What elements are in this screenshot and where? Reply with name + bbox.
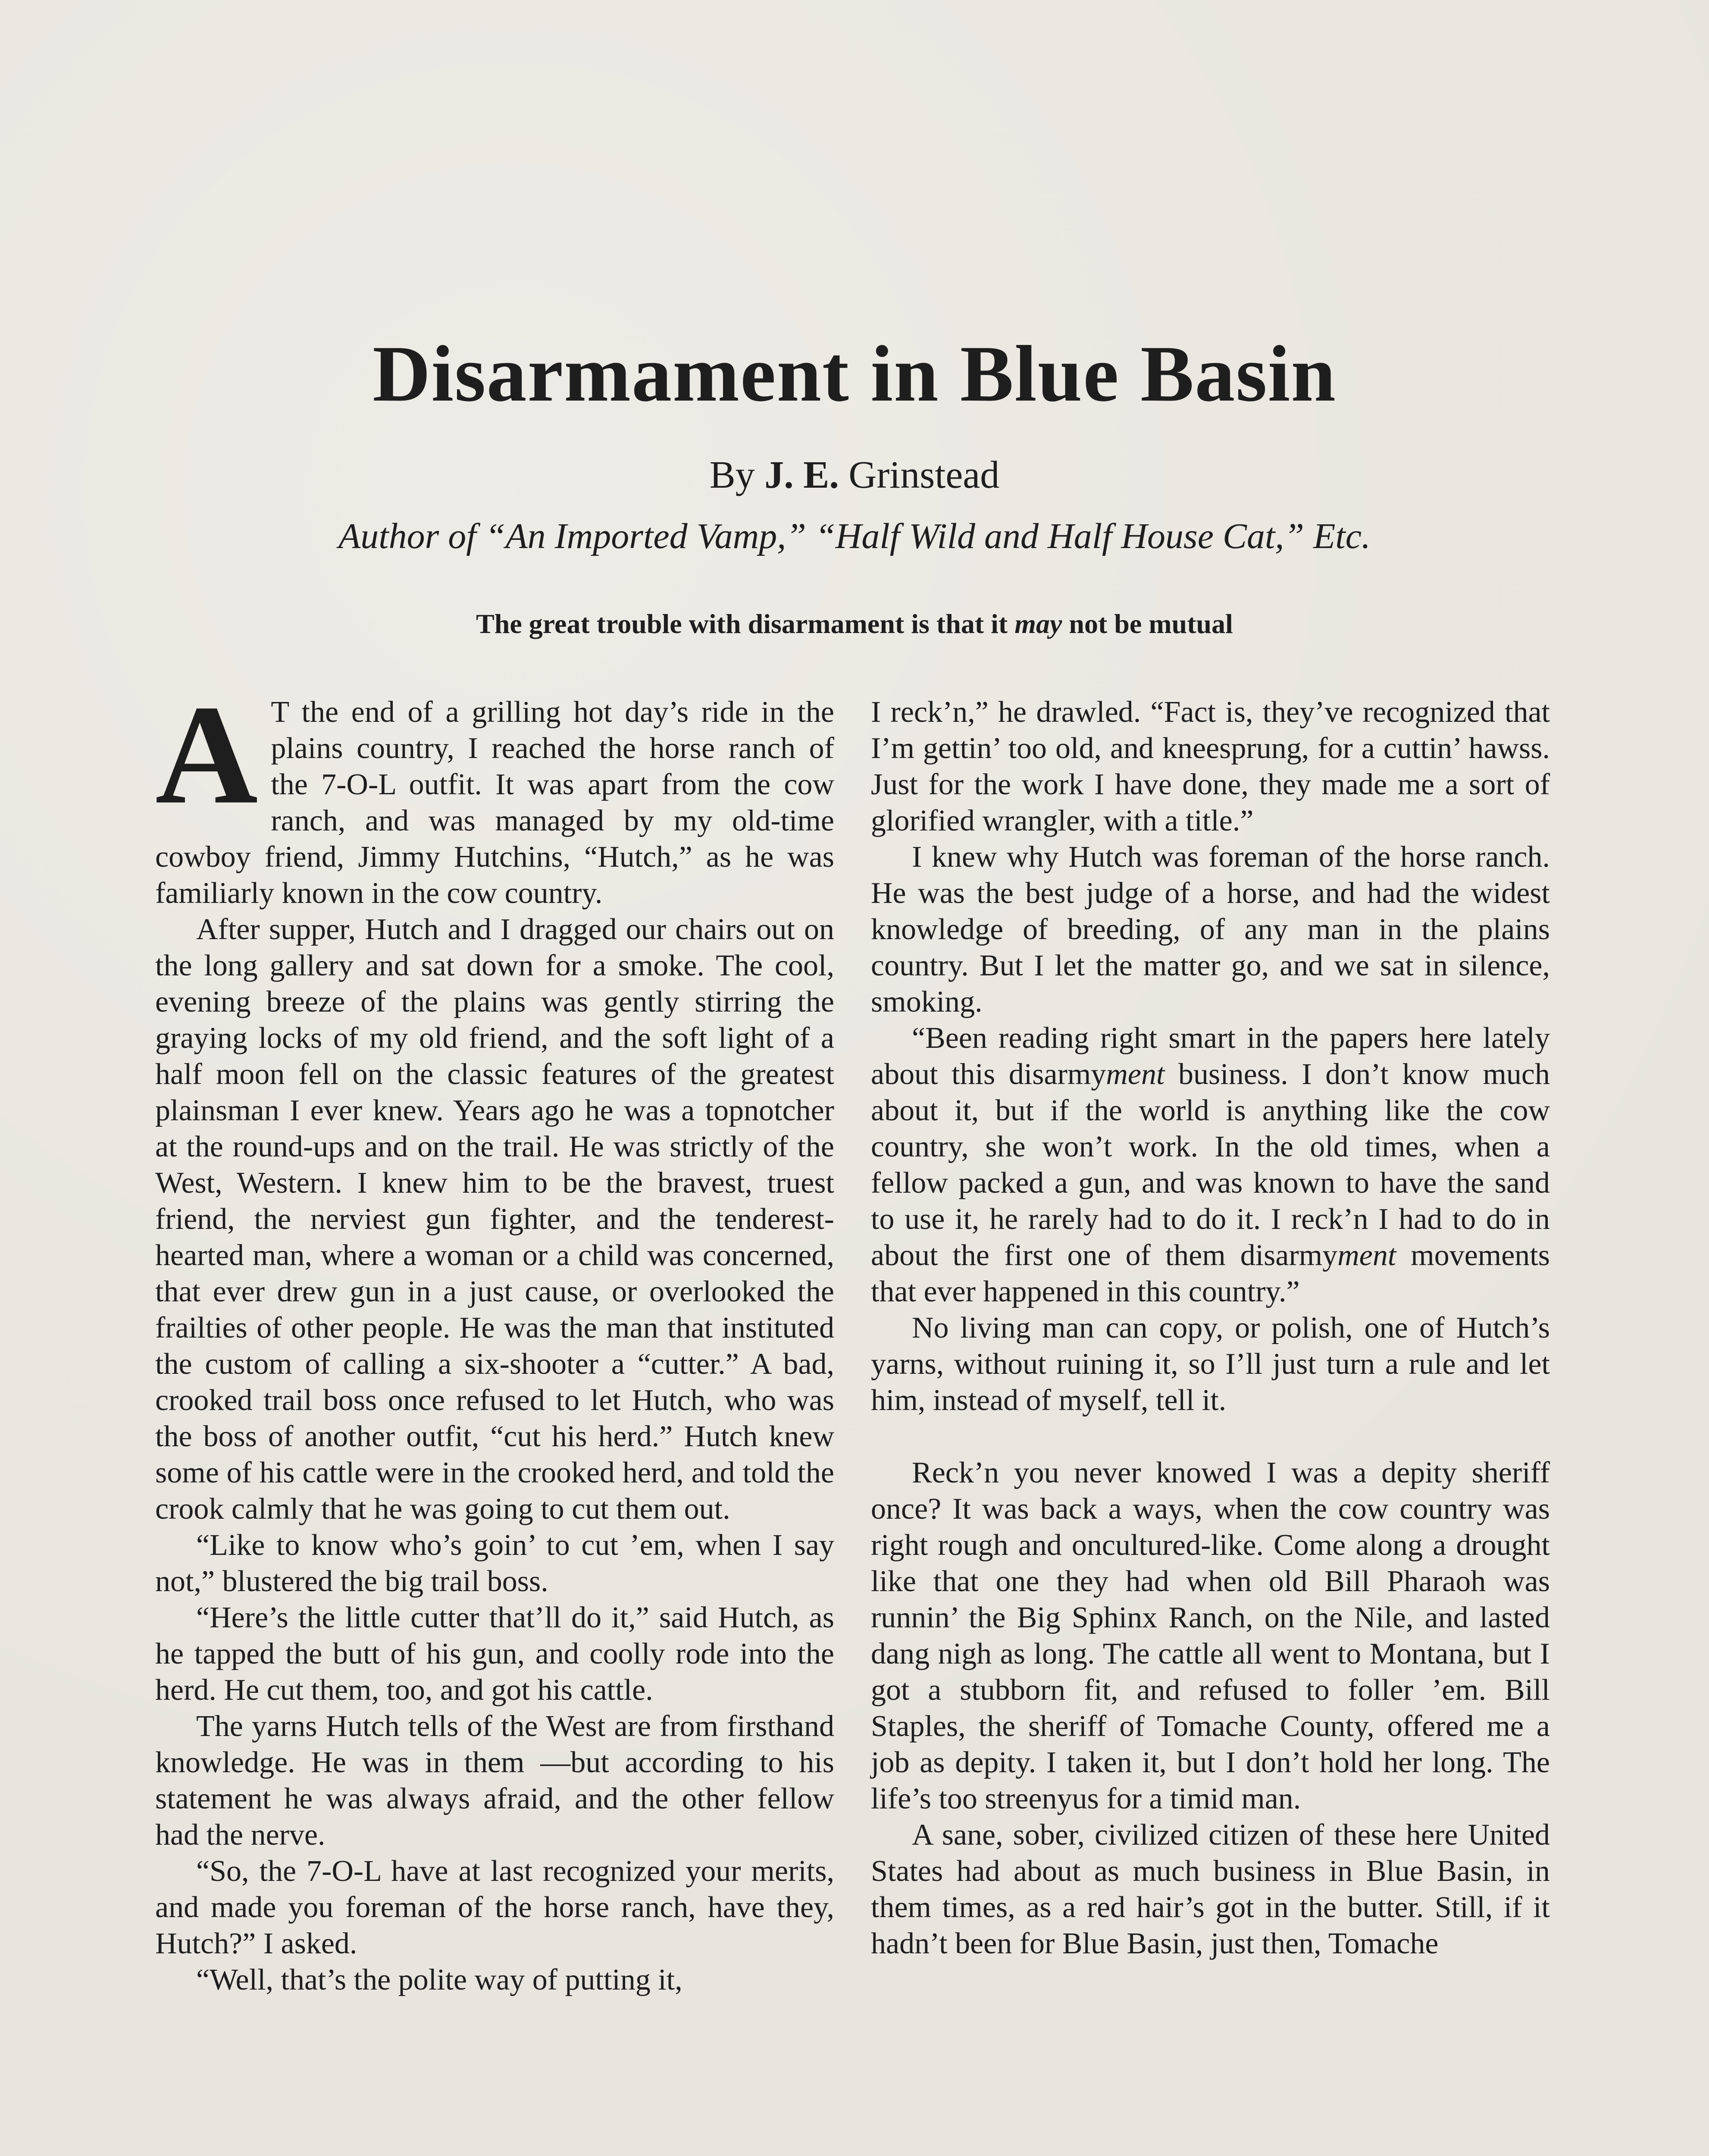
story-tagline	[0, 608, 1709, 640]
paragraph	[155, 676, 834, 912]
paragraph: “Well, that’s the polite way of putting it,	[196, 1963, 682, 1996]
paragraph: The yarns Hutch tells of the West are from firsthand knowledge. He was in them —but according to his statement he was always afraid, and the other fellow had the nerve.	[155, 1710, 834, 1852]
tagline-emphasis: may	[1014, 608, 1062, 639]
paragraph	[871, 1020, 1550, 1310]
paragraph: “So, the 7-O-L have at last recognized your merits, and made you foreman of the horse ranch, have they, Hutch?” I asked.	[155, 1855, 834, 1960]
author-previous-works: Author of “An Imported Vamp,” “Half Wild and Half House Cat,” Etc.	[338, 516, 1371, 556]
paragraph: Reck’n you never knowed I was a depity sheriff once? It was back a ways, when the cow country was right rough and oncultured-like. Come along a drought like that one they had when old Bill Pharaoh was runnin’ the Big Sphinx Ranch, on the Nile, and lasted dang nigh as long. The cattle all went to Montana, but I got a stubborn fit, and refused to foller ’em. Bill Staples, the sheriff of Tomache County, offered me a job as depity. I taken it, but I don’t hold her long. The life’s too streenyus for a timid man.	[871, 1456, 1550, 1815]
paragraph-text: “Been reading right smart in the papers here lately about this disarmy	[871, 1022, 1550, 1091]
paragraph: I reck’n,” he drawled. “Fact is, they’ve recognized that I’m gettin’ too old, and kneesprung, for a cuttin’ hawss. Just for the work I have done, they made me a sort of glorified wrangler, with a title.”	[871, 696, 1550, 837]
paragraph: “Like to know who’s goin’ to cut ’em, when I say not,” blustered the big trail boss.	[155, 1529, 834, 1598]
drop-cap: A	[155, 676, 258, 834]
byline	[0, 453, 1709, 497]
paragraph-text: business. I don’t know much about it, but if the world is anything like the cow country, she won’t work. In the old times, when a fellow packed a gun, and was known to have the sand to use it, he rarely had to do it. I reck’n I had to do in about the first one of them disarmy	[871, 1058, 1550, 1272]
tagline-part-a: The great trouble with disarmament is that it	[476, 608, 1015, 639]
paragraph-text: movements that ever happened in this country.”	[871, 1239, 1550, 1308]
paragraph: No living man can copy, or polish, one of Hutch’s yarns, without ruining it, so I’ll just turn a rule and let him, instead of myself, tell it.	[871, 1311, 1550, 1417]
tagline-part-b: not be mutual	[1062, 608, 1233, 639]
paragraph: I knew why Hutch was foreman of the horse ranch. He was the best judge of a horse, and had the widest knowledge of breeding, of any man in the plains country. But I let the matter go, and we sat in silence, smoking.	[871, 840, 1550, 1018]
left-column	[155, 676, 834, 1998]
paragraph: “Here’s the little cutter that’ll do it,” said Hutch, as he tapped the butt of his gun, and coolly rode into the herd. He cut them, too, and got his cattle.	[155, 1601, 834, 1707]
italic-text: ment	[1106, 1058, 1165, 1091]
paragraph: A sane, sober, civilized citizen of these here United States had about as much business in Blue Basin, in them times, as a red hair’s got in the butter. Still, if it hadn’t been for Blue Basin, just then, Tomache	[871, 1818, 1550, 1960]
story-title: Disarmament in Blue Basin	[372, 329, 1337, 418]
italic-text: ment	[1337, 1239, 1396, 1272]
author-initials: J. E.	[764, 454, 839, 496]
right-column	[871, 694, 1550, 1962]
author-surname: Grinstead	[839, 454, 1000, 496]
paragraph-text: T the end of a grilling hot day’s ride in the plains country, I reached the horse ranch of the 7-O-L outfit. It was apart from the cow ranch, and was managed by my old-time cowboy friend, Jimmy Hutchins, “Hutch,” as he was familiarly known in the cow country.	[155, 696, 834, 910]
paragraph: After supper, Hutch and I dragged our chairs out on the long gallery and sat down for a smoke. The cool, evening breeze of the plains was gently stirring the graying locks of my old friend, and the soft light of a half moon fell on the classic features of the greatest plainsman I ever knew. Years ago he was a topnotcher at the round-ups and on the trail. He was strictly of the West, Western. I knew him to be the bravest, truest friend, the nerviest gun fighter, and the tenderest-hearted man, where a woman or a child was concerned, that ever drew gun in a just cause, or overlooked the frailties of other people. He was the man that instituted the custom of calling a six-shooter a “cutter.” A bad, crooked trail boss once refused to let Hutch, who was the boss of another outfit, “cut his herd.” Hutch knew some of his cattle were in the crooked herd, and told the crook calmly that he was going to cut them out.	[155, 913, 834, 1526]
byline-prefix: By	[709, 454, 765, 496]
